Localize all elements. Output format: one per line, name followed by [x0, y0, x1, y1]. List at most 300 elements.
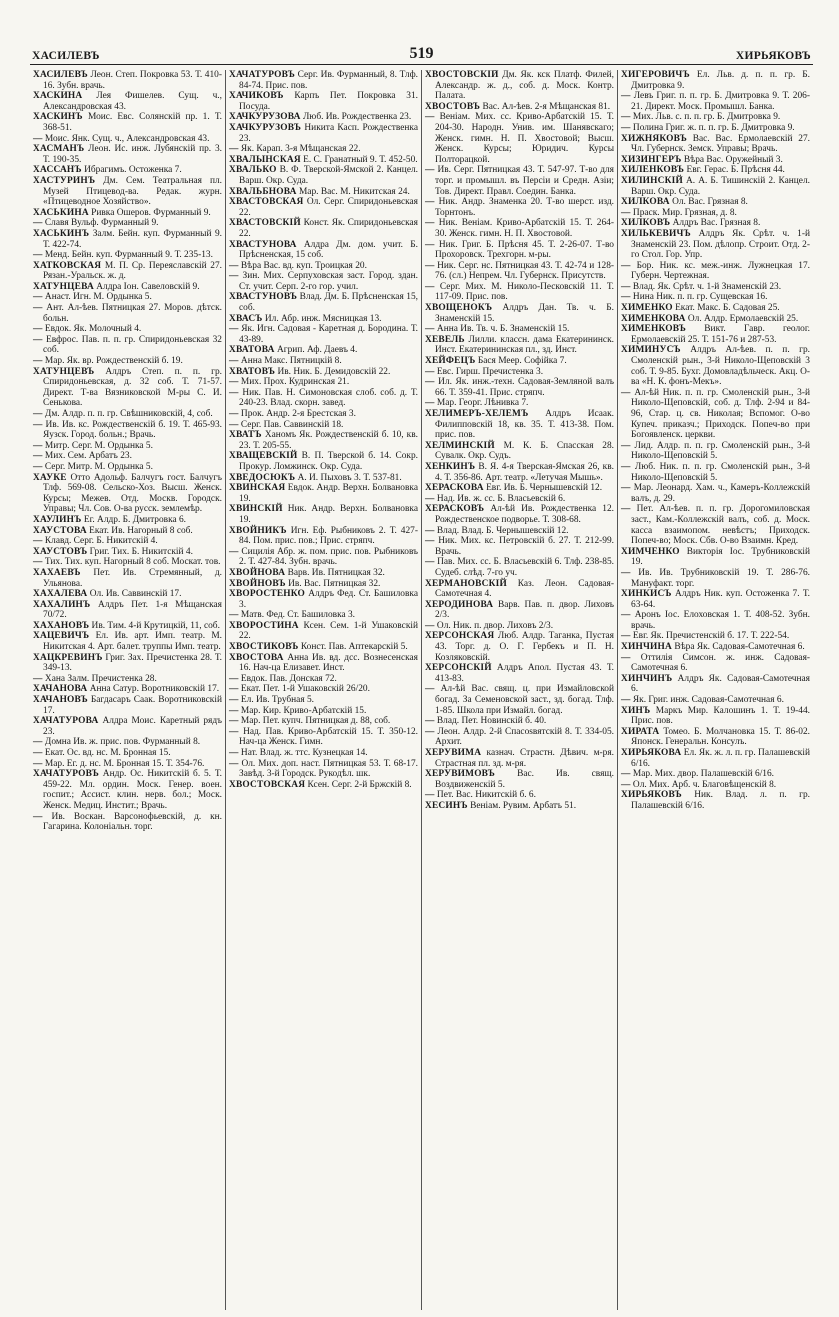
directory-entry — [229, 473, 418, 484]
entry-surname: ХАСИЛЕВЪ — [33, 70, 88, 80]
directory-entry — [425, 684, 614, 716]
column-4 — [618, 70, 813, 1310]
directory-entry — [425, 801, 614, 812]
directory-entry — [229, 123, 418, 144]
entry-details: Ник. Андр. Верхн. Болвановка 19. — [239, 504, 418, 525]
directory-entry — [229, 388, 418, 409]
entry-surname: — — [621, 91, 631, 102]
directory-entry — [33, 631, 222, 652]
entry-surname: ХАЧКУРУЗОВА — [229, 112, 301, 123]
entry-surname: ХВАСТУНОВЪ — [229, 292, 298, 303]
directory-entry — [621, 345, 810, 387]
entry-details: Андр. Ос. Никитскій б. 5. Т. 459-22. Мл. ордин. Моск. Генер. воен. госпит.; Ассист. клин. нерв. бол.; Моск. Женск. Медиц. Инстит.; Врачь. — [43, 769, 222, 811]
entry-details: Матв. Фед. Ст. Башиловка 3. — [238, 610, 356, 621]
entry-surname: — — [33, 758, 43, 769]
entry-surname: ХВОСТОВЪ — [425, 101, 481, 112]
entry-surname: — — [621, 292, 631, 303]
entry-surname: — — [425, 281, 435, 292]
entry-details: В. Ф. Тверской-Ямской 2. Канцел. Варш. Окр. Суда. — [239, 165, 418, 186]
directory-entry — [229, 695, 418, 706]
directory-entry — [621, 642, 810, 653]
directory-entry — [229, 91, 418, 112]
entry-surname: ХВАСЪ — [229, 313, 263, 324]
entry-details: Ник. Пав. Н. Симоновская слоб. соб. д. Т. 240-23. Влад. скорн. завед. — [238, 387, 418, 409]
entry-details: Зин. Мих. Серпуховская заст. Город. здан. Ст. учит. Серп. 2-го гор. учил. — [238, 271, 418, 292]
entry-surname: — — [229, 610, 239, 621]
directory-entry — [621, 727, 810, 748]
entry-details: Анна Ив. Тв. ч. Б. Знаменскій 15. — [434, 324, 570, 335]
entry-details: Ив. Ив. Трубниковскій 19. Т. 286-76. Мануфакт. торг. — [630, 567, 810, 589]
directory-entry — [425, 303, 614, 324]
entry-surname: ХВАЩЕВСКІЙ — [229, 451, 298, 462]
entry-details: Славя Вульф. Фурманный 9. — [42, 218, 159, 229]
entry-surname: ХАУКЕ — [33, 472, 67, 483]
entry-surname: — — [425, 398, 435, 409]
entry-details: Люб. Ив. Рождественка 23. — [300, 112, 412, 123]
entry-details: Митр. Серг. М. Ордынка 5. — [42, 440, 153, 451]
entry-surname: ХИРЬЯКОВА — [621, 748, 682, 758]
entry-surname: ХЕЙФЕЦЪ — [425, 356, 476, 367]
entry-details: Григ. Зах. Пречистенка 28. Т. 349-13. — [43, 652, 222, 674]
directory-entry — [425, 790, 614, 801]
directory-entry — [621, 589, 810, 610]
entry-surname: — — [621, 483, 631, 494]
entry-surname: — — [621, 112, 631, 123]
entry-surname: ХИЖНЯКОВЪ — [621, 133, 687, 144]
entry-details: Евдок. Андр. Верхн. Болвановка 19. — [239, 483, 418, 504]
entry-surname: — — [33, 334, 43, 345]
directory-entry — [33, 144, 222, 165]
directory-entry — [33, 748, 222, 759]
directory-entry — [621, 303, 810, 314]
directory-entry — [621, 70, 810, 91]
entry-surname: — — [229, 271, 239, 282]
entry-details: Клавд. Серг. Б. Никитскій 4. — [42, 536, 158, 547]
entry-details: Мих. Льв. с. п. п. гр. Б. Дмитровка 9. — [630, 112, 781, 123]
directory-entry — [621, 790, 810, 811]
directory-entry — [425, 356, 614, 367]
entry-details: Багдасаръ Саак. Воротниковскій 17. — [43, 695, 222, 716]
directory-entry — [621, 780, 810, 791]
entry-surname: — — [425, 716, 435, 727]
entry-details: Серг. Митр. М. Ордынка 5. — [42, 461, 153, 472]
entry-details: Вѣра Як. Садовая-Самотечная 6. — [672, 642, 805, 653]
directory-entry — [425, 377, 614, 398]
directory-entry — [229, 430, 418, 451]
directory-entry — [33, 812, 222, 833]
entry-surname: ХАХАНОВЪ — [33, 620, 90, 631]
entry-details: Дм. Алдр. п. п. гр. Свѣшниковскій, 4, соб. — [42, 409, 213, 419]
directory-entry — [425, 663, 614, 684]
directory-entry — [425, 102, 614, 113]
directory-entry — [229, 420, 418, 431]
directory-entry — [33, 70, 222, 91]
entry-surname: — — [229, 377, 239, 388]
directory-entry — [33, 526, 222, 537]
directory-entry — [621, 134, 810, 155]
directory-entry — [229, 674, 418, 685]
entry-details: Ибрагимъ. Остоженка 7. — [81, 165, 182, 176]
entry-surname: ХАСЬКИНЪ — [33, 228, 90, 239]
entry-details: Ел. Ив. арт. Имп. театр. М. Никитская 4. Арт. балет. труппы Имп. театр. — [43, 631, 222, 653]
entry-surname: — — [33, 811, 43, 822]
entry-details: Вѣра Вас. Оружейный 3. — [681, 154, 783, 165]
entry-surname: — — [33, 303, 43, 314]
directory-entry — [33, 759, 222, 770]
directory-entry — [229, 568, 418, 579]
directory-entry — [229, 324, 418, 345]
entry-surname: ХЕРОДИНОВА — [425, 599, 494, 610]
entry-details: Ел. Ив. Трубная 5. — [238, 695, 315, 706]
entry-surname: ХВАСТОВСКАЯ — [229, 197, 304, 208]
entry-surname: ХИМИНУСЪ — [621, 345, 681, 356]
directory-entry — [33, 695, 222, 716]
entry-surname: — — [229, 695, 239, 706]
entry-surname: ХАХАЕВЪ — [33, 567, 81, 578]
entry-details: Ив. Вас. Пятницкая 32. — [285, 578, 381, 589]
entry-surname: ХАУСТОВА — [33, 525, 87, 536]
entry-surname: — — [33, 440, 43, 451]
entry-surname: — — [33, 250, 43, 261]
entry-surname: — — [33, 356, 43, 367]
entry-details: Екат. Макс. Б. Садовая 25. — [672, 303, 780, 314]
entry-details: Евг. Як. Пречистенскій б. 17. Т. 222-54. — [630, 631, 790, 642]
directory-entry — [229, 367, 418, 378]
directory-entry — [621, 568, 810, 589]
directory-entry — [229, 261, 418, 272]
directory-entry — [33, 674, 222, 685]
entry-details: Праск. Мир. Грязная, д. 8. — [630, 207, 737, 218]
entry-details: Ол. Вас. Грязная 8. — [669, 197, 748, 208]
entry-details: Ривка Ошеров. Фурманный 9. — [88, 207, 211, 218]
entry-details: Конст. Пав. Аптекарскій 5. — [298, 642, 408, 653]
entry-details: Конст. Як. Спиридоньевская 22. — [239, 218, 418, 239]
entry-surname: ХИМЕНКОВА — [621, 313, 686, 324]
directory-entry — [229, 165, 418, 186]
directory-entry — [425, 282, 614, 303]
entry-surname: — — [33, 536, 43, 547]
directory-entry — [425, 526, 614, 537]
directory-entry — [621, 653, 810, 674]
entry-surname: ХАСЬКИНА — [33, 207, 89, 218]
entry-details: Маркъ Мир. Калошинъ 1. Т. 19-44. Прис. пов. — [631, 705, 810, 727]
entry-surname: — — [33, 324, 43, 335]
entry-surname: — — [229, 758, 239, 769]
entry-surname: — — [621, 695, 631, 706]
entry-surname: — — [621, 461, 631, 472]
entry-surname: — — [425, 536, 435, 547]
entry-details: Евс. Гирш. Пречистенка 3. — [434, 366, 544, 377]
running-head-left: ХАСИЛЕВЪ — [32, 50, 100, 62]
entry-details: Моис. Евс. Солянскій пр. 1. Т. 368-51. — [43, 112, 222, 133]
directory-entry — [621, 324, 810, 345]
entry-details: Ал-ѣй Вас. свящ. ц. при Измайловской богад. За Семеновской заст., зд. богад. Тлф. 1-85. Школа при Измайл. богад. — [434, 684, 614, 716]
directory-entry — [425, 335, 614, 356]
entry-details: Никита Касп. Рождественка 23. — [239, 122, 418, 144]
entry-surname: ХАЧАТУРОВА — [33, 716, 99, 727]
entry-details: Люб. Алдр. Таганка, Пустая 43. Торг. д. О. Г. Гербекъ и П. Н. Козляковскій. — [435, 631, 614, 663]
directory-entry — [229, 759, 418, 780]
entry-surname: ХВОСТОВА — [229, 652, 284, 663]
entry-surname: — — [425, 260, 435, 271]
entry-surname: — — [229, 260, 239, 271]
directory-entry — [621, 91, 810, 112]
directory-entry — [425, 261, 614, 282]
directory-entry — [229, 292, 418, 313]
entry-details: В. Я. 4-я Тверская-Ямская 26, кв. 4. Т. 356-86. Арт. театр. «Летучая Мышь». — [435, 461, 614, 483]
entry-details: казнач. Страстн. Дѣвич. м-ря. Страстная пл. зд. м-ря. — [435, 748, 614, 769]
entry-surname: ХЕРАСКОВА — [425, 483, 484, 494]
entry-surname: ХАХАЛИНЪ — [33, 599, 91, 610]
entry-details: Бор. Ник. кс. меж.-инж. Лужнецкая 17. Губерн. Чертежная. — [630, 260, 810, 282]
directory-entry — [621, 748, 810, 769]
directory-entry — [425, 769, 614, 790]
directory-entry — [229, 727, 418, 748]
entry-details: В. П. Тверской б. 14. Сокр. Прокур. Ломжинск. Окр. Суда. — [239, 451, 418, 472]
entry-details: Над. Ив. ж. сс. Б. Власьевскій 6. — [434, 493, 566, 504]
entry-details: Веніам. Рувим. Арбатъ 51. — [467, 800, 577, 811]
directory-entry — [33, 600, 222, 621]
entry-details: Серг. Пав. Саввинскій 18. — [238, 419, 344, 430]
directory-entry — [425, 536, 614, 557]
directory-entry — [33, 91, 222, 112]
directory-entry — [621, 483, 810, 504]
entry-surname: — — [425, 525, 435, 536]
entry-details: Хана Залм. Пречистенка 28. — [42, 673, 157, 684]
directory-entry — [425, 165, 614, 197]
entry-surname: ХАТУНЦЕВЪ — [33, 366, 95, 377]
entry-surname: — — [229, 356, 239, 367]
entry-details: Менд. Бейн. куп. Фурманный 9. Т. 235-13. — [42, 250, 213, 261]
entry-details: Лилли. классн. дама Екатерининск. Инст. Екатерининская пл., зд. Инст. — [435, 334, 614, 356]
entry-details: Ег. Алдр. Б. Дмитровка 6. — [81, 514, 187, 525]
entry-details: Нина Ник. п. п. гр. Сущевская 16. — [630, 292, 768, 303]
page-header — [30, 42, 813, 65]
entry-surname: ХВАТЪ — [229, 430, 262, 441]
entry-surname: ХВОРОСТЕНКО — [229, 589, 306, 600]
directory-entry — [33, 356, 222, 367]
entry-surname: ХИНЧИНЪ — [621, 673, 673, 684]
directory-entry — [229, 780, 418, 791]
entry-details: Ол. Мих. доп. наст. Пятницкая 53. Т. 68-17. Завѣд. 3-й Городск. Рукодѣл. шк. — [238, 758, 418, 780]
entry-details: Полина Григ. ж. п. п. гр. Б. Дмитровка 9. — [630, 122, 795, 133]
entry-details: Ел. Як. ж. л. п. гр. Палашевскій 6/16. — [631, 748, 810, 769]
entry-surname: ХВАЛЬБНОВА — [229, 186, 297, 197]
entry-details: Аронъ Іос. Елоховская 1. Т. 408-52. Зубн. врачь. — [630, 610, 810, 631]
entry-details: Мар. Мих. двор. Палашевскій 6/16. — [630, 769, 775, 780]
entry-details: Над. Пав. Криво-Арбатскій 15. Т. 350-12. Нач-ца Женск. Гимн. — [238, 726, 418, 748]
entry-details: Карпъ Пет. Покровка 31. Посуда. — [239, 91, 418, 112]
entry-details: Мар. Георг. Лѣнивка 7. — [434, 398, 529, 409]
entry-surname: — — [621, 567, 631, 578]
entry-surname: — — [425, 239, 435, 250]
entry-surname: ХИНЧИНА — [621, 642, 672, 653]
directory-entry — [621, 123, 810, 134]
entry-details: Тих. Тих. куп. Нагорный 8 соб. Москат. тов. — [42, 557, 221, 568]
entry-details: Левъ Григ. п. п. гр. Б. Дмитровка 9. Т. 206-21. Директ. Моск. Промышл. Банка. — [630, 91, 810, 112]
entry-details: Влад. Як. Срѣт. ч. 1-й Знаменскій 23. — [630, 281, 782, 292]
directory-entry — [33, 621, 222, 632]
entry-surname: ХЕСИНЪ — [425, 800, 468, 811]
directory-entry — [621, 218, 810, 229]
entry-details: Евг. Герас. Б. Прѣсня 44. — [684, 165, 785, 176]
directory-entry — [33, 409, 222, 420]
directory-entry — [229, 653, 418, 674]
entry-surname: — — [33, 218, 43, 229]
entry-details: Екат. Ос. вд. нс. М. Бронная 15. — [42, 748, 171, 758]
directory-entry — [425, 70, 614, 102]
directory-entry — [229, 356, 418, 367]
directory-entry — [229, 314, 418, 325]
directory-entry — [621, 547, 810, 568]
entry-surname: — — [229, 324, 239, 335]
entry-details: Ант. Ал-ѣев. Пятницкая 27. Моров. дѣтск. больн. — [42, 303, 222, 324]
entry-surname: ХВАСТУНОВА — [229, 239, 297, 250]
directory-entry — [33, 112, 222, 133]
directory-entry — [425, 462, 614, 483]
entry-surname: ХВИНСКІЙ — [229, 504, 283, 515]
entry-surname: — — [425, 218, 435, 229]
directory-entry — [33, 208, 222, 219]
entry-details: Ол. Алдр. Ермолаевскій 25. — [685, 313, 799, 324]
entry-surname: ХАЦКРЕВИНЪ — [33, 652, 103, 663]
entry-details: Пет. Вас. Никитскій б. 6. — [434, 790, 536, 801]
entry-surname: — — [33, 737, 43, 748]
directory-entry — [425, 324, 614, 335]
entry-details: Ол. Мих. Арб. ч. Благовѣщенскій 8. — [630, 779, 777, 790]
entry-details: Мар. Вас. М. Никитская 24. — [296, 186, 410, 197]
entry-surname: ХВОЙНОВА — [229, 567, 286, 578]
entry-details: А. И. Пыховъ 3. Т. 537-81. — [295, 472, 402, 483]
directory-entry — [229, 187, 418, 198]
entry-details: Ил. Абр. инж. Мясницкая 13. — [262, 313, 382, 324]
entry-details: Як. Григ. инж. Садовая-Самотечная 6. — [630, 695, 784, 706]
entry-surname: ХЕНКИНЪ — [425, 461, 476, 472]
entry-details: Ол. Серг. Спиридоньевская 22. — [239, 197, 418, 218]
entry-details: Варв. Пав. п. двор. Лиховъ 2/3. — [435, 599, 614, 621]
directory-entry — [33, 229, 222, 250]
entry-details: Евдок. Як. Молочный 4. — [42, 324, 142, 335]
entry-details: Мар. Ег. д. нс. М. Бронная 15. Т. 354-76. — [42, 758, 205, 769]
directory-entry — [425, 112, 614, 165]
entry-details: Бася Меер. Софійка 7. — [475, 356, 567, 367]
entry-details: Ол. Ив. Саввинскій 17. — [87, 589, 182, 600]
directory-entry — [33, 250, 222, 261]
entry-surname: — — [33, 748, 43, 758]
directory-entry — [621, 261, 810, 282]
entry-surname: ХАСКИНЪ — [33, 112, 83, 123]
directory-entry — [621, 462, 810, 483]
column-2 — [226, 70, 422, 1310]
directory-entry — [621, 197, 810, 208]
entry-details: Дм. Сем. Театральная пл. Музей Птицевод-ва. Редак. журн. «Птицеводное Хозяйство». — [43, 175, 222, 208]
entry-details: Моис. Янк. Сущ. ч., Александровская 43. — [42, 133, 210, 144]
directory-entry — [229, 271, 418, 292]
entry-surname: — — [621, 207, 631, 218]
directory-entry — [33, 176, 222, 208]
directory-entry — [425, 441, 614, 462]
entry-details: Прок. Андр. 2-я Брестская 3. — [238, 409, 356, 419]
entry-details: Ник. Серг. нс. Пятницкая 43. Т. 42-74 и 128-76. (сл.) Непрем. Чл. Губернск. Присутств. — [434, 260, 614, 282]
directory-entry — [33, 261, 222, 282]
entry-surname: — — [425, 493, 435, 504]
directory-entry — [33, 292, 222, 303]
entry-details: Анна Сатур. Воротниковскій 17. — [87, 684, 220, 695]
entry-details: Леон. Алдр. 2-й Спасоsвятскій 8. Т. 334-05. Архит. — [434, 726, 614, 748]
entry-details: Вас. Ал-ѣев. 2-я Мѣщанская 81. — [480, 101, 611, 112]
entry-surname: ХАТУНЦЕВА — [33, 281, 94, 292]
directory-entry — [229, 526, 418, 547]
directory-entry — [33, 451, 222, 462]
entry-surname: — — [33, 673, 43, 684]
entry-details: Алдръ Исаак. Филипповскій 18, кв. 35. Т. 413-38. Пом. прис. пов. — [435, 409, 614, 441]
entry-surname: ХАУСТОВЪ — [33, 546, 88, 557]
entry-details: Вас. Вас. Ермолаевскій 27. Чл. Губернск. Земск. Управы; Врачь. — [631, 133, 810, 155]
entry-surname: ХАЧАТУРОВЪ — [229, 70, 295, 80]
entry-surname: — — [229, 726, 239, 737]
directory-entry — [33, 473, 222, 515]
entry-details: Ник. Мих. кс. Петровскій б. 27. Т. 212-99. Врачь. — [434, 536, 614, 557]
entry-details: Е. С. Гранатный 9. Т. 452-50. — [300, 154, 418, 165]
entry-details: Ол. Ник. п. двор. Лиховъ 2/3. — [434, 620, 554, 631]
entry-surname: ХАЧАНОВА — [33, 684, 88, 695]
entry-details: Як. Игн. Садовая - Каретная д. Бородина. Т. 43-89. — [238, 324, 418, 345]
column-3 — [422, 70, 618, 1310]
directory-entry — [621, 165, 810, 176]
entry-surname: — — [425, 366, 435, 377]
entry-details: Мих. Прох. Кудринская 21. — [238, 377, 350, 388]
directory-entry — [425, 579, 614, 600]
entry-details: Вас. Ив. свящ. Воздвиженскій 5. — [435, 769, 614, 790]
entry-details: М. П. Ср. Переяславскій 27. Рязан.-Уральск. ж. д. — [43, 260, 222, 282]
entry-details: Алдра Дм. дом. учит. Б. Прѣсненская, 15 соб. — [239, 239, 418, 261]
entry-surname: — — [621, 652, 631, 663]
directory-entry — [621, 674, 810, 695]
entry-surname: — — [425, 557, 435, 568]
directory-entry — [229, 706, 418, 717]
entry-surname: — — [229, 546, 239, 557]
entry-details: Ксен. Серг. 2-й Бржскій 8. — [305, 779, 412, 790]
entry-surname: ХВОЙНОВЪ — [229, 578, 286, 589]
entry-details: Ил. Як. инж.-техн. Садовая-Земляной валъ 66. Т. 359-41. Прис. стряпч. — [434, 377, 614, 398]
entry-surname: ХИЗИНГЕРЪ — [621, 154, 682, 165]
entry-details: Серг. Ив. Фурманный, 8. Тлф. 84-74. Прис. пов. — [239, 70, 418, 91]
entry-details: Мар. Леонард. Хам. ч., Камеръ-Коллежскій валъ, д. 29. — [630, 483, 810, 504]
entry-surname: ХИЛЬКЕВИЧЪ — [621, 228, 691, 239]
directory-entry — [33, 737, 222, 748]
entry-surname: — — [425, 790, 435, 801]
entry-surname: ХЕЛМИНСКІЙ — [425, 440, 495, 451]
entry-surname: ХВАЛЬКО — [229, 165, 277, 176]
entry-details: Ханомъ Як. Рождественскій б. 10, кв. 23. Т. 205-55. — [239, 430, 418, 451]
entry-surname: ХЕВЕЛЬ — [425, 334, 465, 345]
entry-details: Григ. Тих. Б. Никитскій 4. — [87, 546, 193, 557]
directory-entry — [621, 388, 810, 441]
entry-details: Ник. Андр. Знаменка 20. Т-во шерст. изд. Торнтонъ. — [434, 197, 614, 218]
entry-surname: ХАССАНЪ — [33, 165, 82, 176]
entry-surname: — — [229, 419, 239, 430]
entry-surname: — — [621, 281, 631, 292]
directory-entry — [33, 441, 222, 452]
directory-entry — [621, 155, 810, 166]
directory-entry — [33, 589, 222, 600]
directory-entry — [621, 769, 810, 780]
entry-surname: — — [33, 133, 43, 144]
directory-entry — [425, 727, 614, 748]
entry-details: Алдръ Як. Садовая-Самотечная 6. — [631, 673, 810, 695]
entry-details: Алдръ Як. Срѣт. ч. 1-й Знаменскій 23. Пом. дѣлопр. Строит. Отд. 2-го Стол. Гор. Упр. — [631, 228, 810, 261]
entry-details: Вѣра Вас. вд. куп. Троицкая 20. — [238, 260, 367, 271]
